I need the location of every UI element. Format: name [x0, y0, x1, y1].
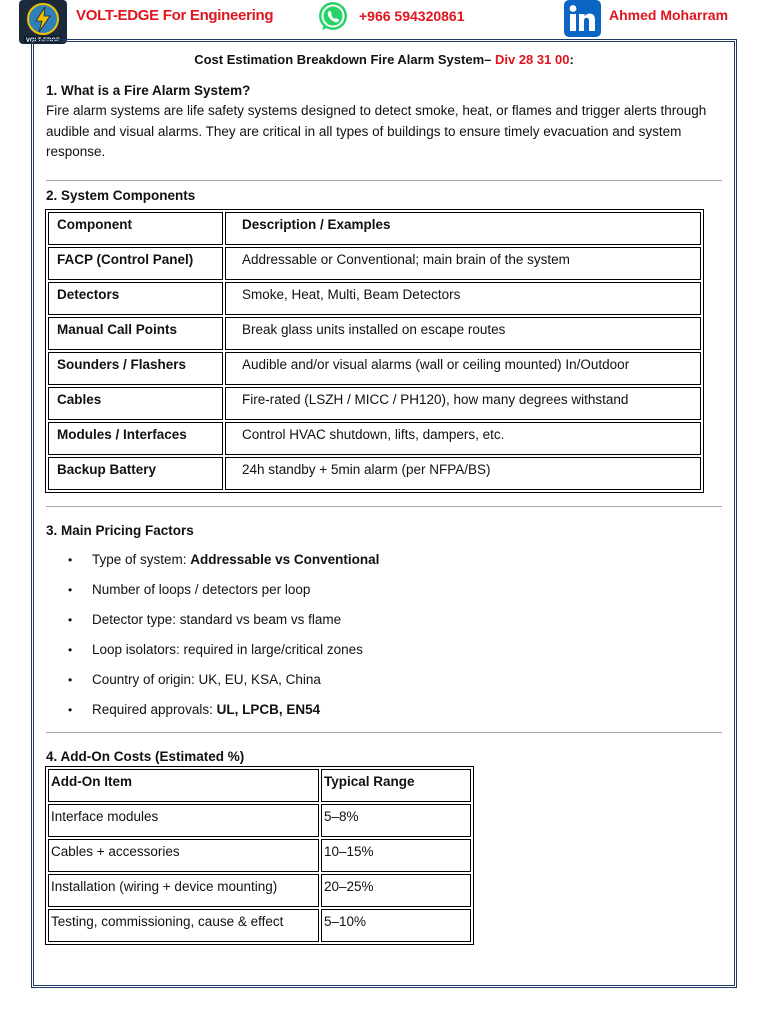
section-body-what-is: Fire alarm systems are life safety systems designed to detect smoke, heat, or flames and trigger alerts through audible and visual alarms. They are critical in all types of buildings to ensure timely evacuation and system response. — [46, 103, 707, 159]
section-heading-what-is: 1. What is a Fire Alarm System? — [46, 83, 251, 98]
component-description: 24h standby + 5min alarm (per NFPA/BS) — [225, 457, 701, 490]
list-item-text: Loop isolators: required in large/critical zones — [92, 641, 363, 657]
table-row — [48, 387, 701, 420]
column-header: Typical Range — [321, 769, 471, 802]
section-heading-add-on-costs: 4. Add-On Costs (Estimated %) — [46, 748, 245, 764]
component-description: Addressable or Conventional; main brain of the system — [225, 247, 701, 280]
volt-edge-logo — [19, 0, 67, 44]
component-name: FACP (Control Panel) — [48, 247, 223, 280]
title-division-code: Div 28 31 00 — [494, 52, 570, 67]
list-item-text: Required approvals: — [92, 701, 217, 717]
typical-range: 5–10% — [321, 909, 471, 942]
column-header: Add-On Item — [48, 769, 319, 802]
typical-range: 5–8% — [321, 804, 471, 837]
component-description: Fire-rated (LSZH / MICC / PH120), how many degrees withstand — [225, 387, 701, 420]
title-colon: : — [569, 52, 574, 67]
list-item-text: Country of origin: UK, EU, KSA, China — [92, 671, 321, 687]
brand-name: VOLT-EDGE For Engineering — [76, 7, 274, 24]
list-item — [46, 640, 722, 670]
add-on-costs-table — [45, 766, 474, 945]
column-header: Description / Examples — [225, 212, 701, 245]
linkedin-icon[interactable] — [564, 0, 601, 37]
component-name: Backup Battery — [48, 457, 223, 490]
page-header — [0, 0, 768, 44]
logo-text: VOLT-EDGE — [25, 38, 61, 44]
table-header-row — [48, 212, 701, 245]
component-name: Cables — [48, 387, 223, 420]
typical-range: 10–15% — [321, 839, 471, 872]
component-name: Detectors — [48, 282, 223, 315]
table-row — [48, 317, 701, 350]
table-row — [48, 874, 471, 907]
table-header-row — [48, 769, 471, 802]
table-row — [48, 352, 701, 385]
table-row — [48, 839, 471, 872]
list-item-text: Type of system: — [92, 551, 191, 567]
phone-number[interactable]: +966 594320861 — [359, 8, 465, 24]
list-item-emphasis: UL, LPCB, EN54 — [216, 701, 321, 717]
components-table — [45, 209, 704, 493]
section-heading-components: 2. System Components — [46, 187, 196, 203]
component-description: Smoke, Heat, Multi, Beam Detectors — [225, 282, 701, 315]
add-on-item: Cables + accessories — [48, 839, 319, 872]
table-row — [48, 282, 701, 315]
list-item-text: Detector type: standard vs beam vs flame — [92, 611, 342, 627]
list-item — [46, 580, 722, 610]
add-on-item: Testing, commissioning, cause & effect — [48, 909, 319, 942]
table-row — [48, 804, 471, 837]
document-body — [46, 51, 722, 945]
list-item — [46, 670, 722, 700]
list-item — [46, 550, 722, 580]
pricing-factors-list — [46, 550, 722, 730]
component-name: Sounders / Flashers — [48, 352, 223, 385]
list-item — [46, 700, 722, 730]
component-description: Audible and/or visual alarms (wall or ceiling mounted) In/Outdoor — [225, 352, 701, 385]
section-heading-pricing-factors: 3. Main Pricing Factors — [46, 522, 194, 538]
table-row — [48, 457, 701, 490]
typical-range: 20–25% — [321, 874, 471, 907]
column-header: Component — [48, 212, 223, 245]
table-row — [48, 247, 701, 280]
component-name: Manual Call Points — [48, 317, 223, 350]
component-description: Control HVAC shutdown, lifts, dampers, etc. — [225, 422, 701, 455]
list-item-text: Number of loops / detectors per loop — [92, 581, 311, 597]
list-item-emphasis: Addressable vs Conventional — [190, 551, 380, 567]
add-on-item: Installation (wiring + device mounting) — [48, 874, 319, 907]
add-on-item: Interface modules — [48, 804, 319, 837]
whatsapp-icon[interactable] — [316, 0, 350, 34]
table-row — [48, 422, 701, 455]
list-item — [46, 610, 722, 640]
component-description: Break glass units installed on escape routes — [225, 317, 701, 350]
author-name[interactable]: Ahmed Moharram — [609, 7, 729, 23]
component-name: Modules / Interfaces — [48, 422, 223, 455]
title-main: Cost Estimation Breakdown Fire Alarm System– — [194, 52, 495, 67]
document-title — [46, 51, 722, 71]
table-row — [48, 909, 471, 942]
